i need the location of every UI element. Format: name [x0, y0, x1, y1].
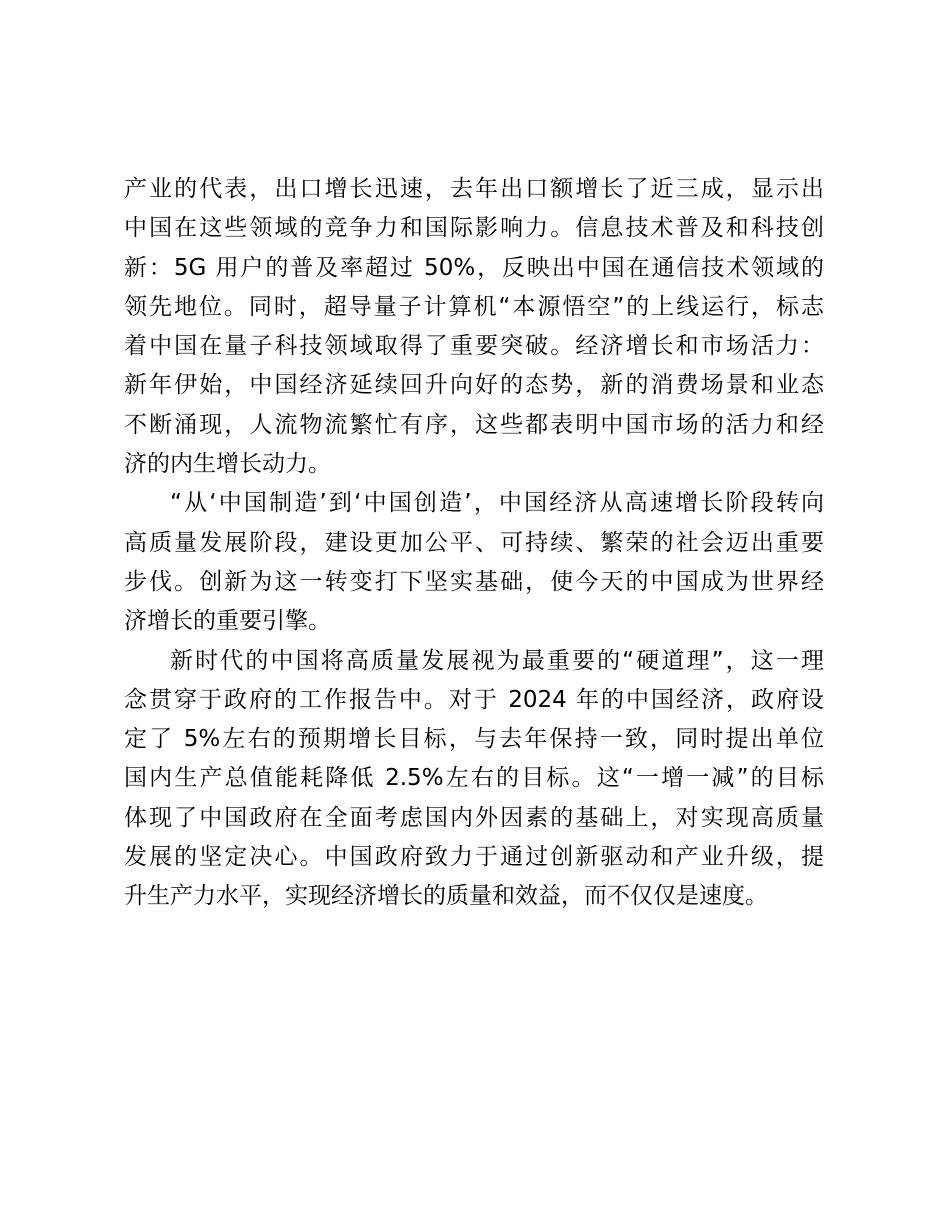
- text-line: 中国在这些领域的竞争力和国际影响力。信息技术普及和科技创: [124, 215, 824, 242]
- text-line: 体现了中国政府在全面考虑国内外因素的基础上，对实现高质量: [124, 804, 824, 831]
- text-line: 念贯穿于政府的工作报告中。对于 2024 年的中国经济，政府设: [124, 686, 824, 713]
- text-line: 国内生产总值能耗降低 2.5%左右的目标。这“一增一减”的目标: [124, 765, 824, 792]
- body-text: [124, 170, 824, 917]
- text-line: 产业的代表，出口增长迅速，去年出口额增长了近三成，显示出: [124, 176, 824, 202]
- text-line: 步伐。创新为这一转变打下坚实基础，使今天的中国成为世界经: [124, 568, 824, 595]
- text-line: “从‘中国制造’到‘中国创造’，中国经济从高速增长阶段转向: [170, 490, 824, 517]
- text-line: 升生产力水平，实现经济增长的质量和效益，而不仅仅是速度。: [124, 883, 768, 910]
- text-line: 发展的坚定决心。中国政府致力于通过创新驱动和产业升级，提: [124, 844, 824, 871]
- text-line: 新：5G 用户的普及率超过 50%，反映出中国在通信技术领域的: [124, 254, 824, 281]
- text-line: 高质量发展阶段，建设更加公平、可持续、繁荣的社会迈出重要: [124, 529, 824, 556]
- text-line: 着中国在量子科技领域取得了重要突破。经济增长和市场活力：: [124, 333, 824, 360]
- text-line: 济的内生增长动力。: [124, 451, 331, 478]
- text-line: 不断涌现，人流物流繁忙有序，这些都表明中国市场的活力和经: [124, 411, 824, 438]
- text-line: 新时代的中国将高质量发展视为最重要的“硬道理”，这一理: [170, 647, 824, 674]
- text-line: 新年伊始，中国经济延续回升向好的态势，新的消费场景和业态: [124, 372, 824, 399]
- text-line: 领先地位。同时，超导量子计算机“本源悟空”的上线运行，标志: [124, 293, 824, 320]
- text-line: 定了 5%左右的预期增长目标，与去年保持一致，同时提出单位: [124, 726, 824, 753]
- text-line: 济增长的重要引擎。: [124, 608, 331, 635]
